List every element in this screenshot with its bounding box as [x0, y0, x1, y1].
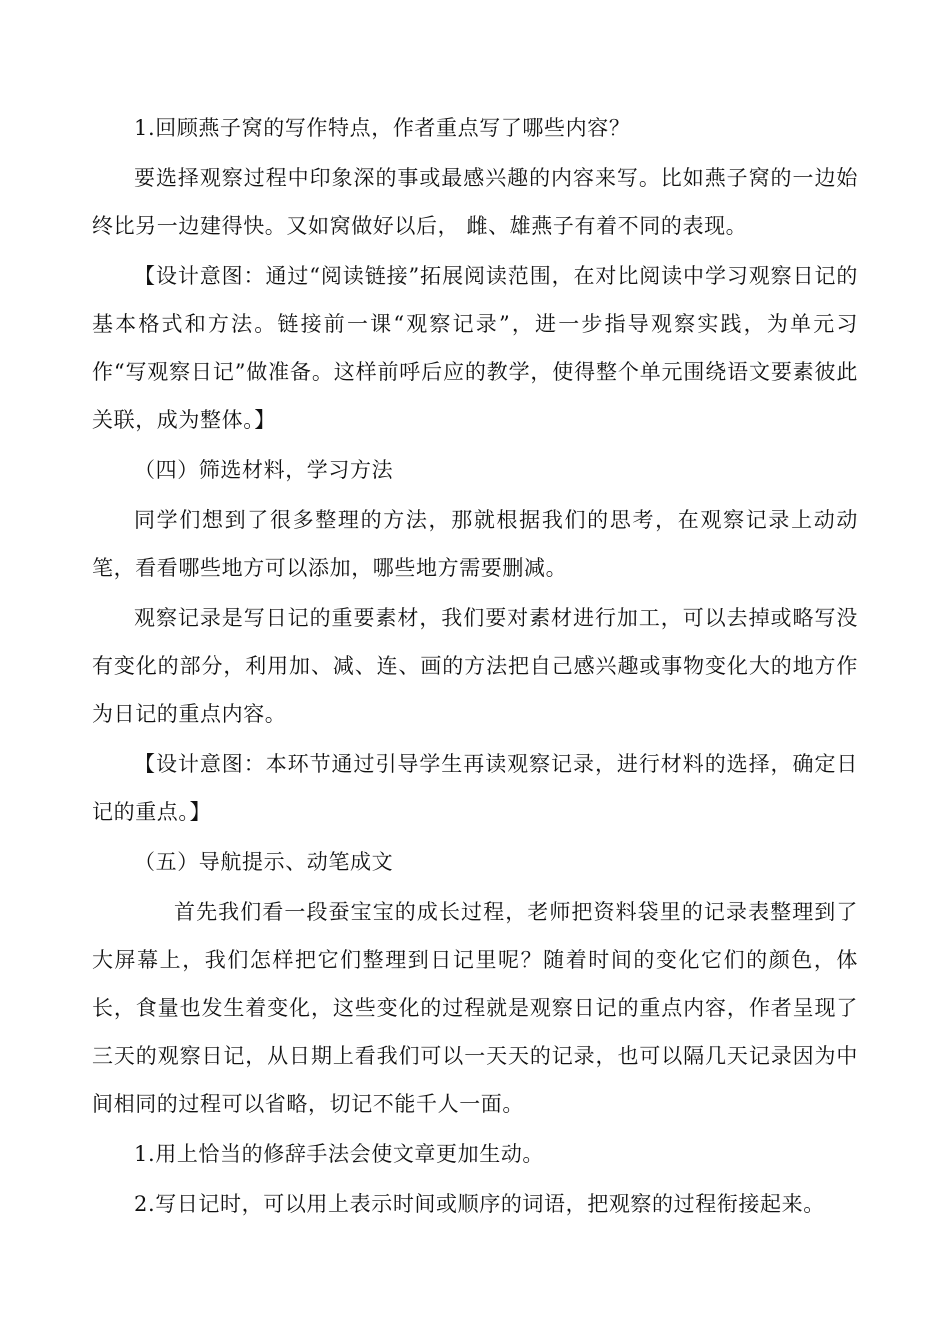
list-item-time-words: 2.写日记时，可以用上表示时间或顺序的词语，把观察的过程衔接起来。 — [134, 1192, 825, 1216]
paragraph-choose-content: 要选择观察过程中印象深的事或最感兴趣的内容来写。比如燕子窝的一边始终比另一边建得快。又如窝做好以后， 雌、雄燕子有着不同的表现。 — [92, 166, 858, 238]
section-heading-4: （四）筛选材料，学习方法 — [134, 458, 394, 482]
section-heading-5: （五）导航提示、动笔成文 — [134, 850, 394, 874]
paragraph-material-processing: 观察记录是写日记的重要素材，我们要对素材进行加工，可以去掉或略写没有变化的部分，利用加、减、连、画的方法把自己感兴趣或事物变化大的地方作为日记的重点内容。 — [92, 606, 858, 726]
paragraph-design-intent-1: 【设计意图：通过“阅读链接”拓展阅读范围，在对比阅读中学习观察日记的基本格式和方法。链接前一课“观察记录”，进一步指导观察实践，为单元习作“写观察日记”做准备。这样前呼后应的教学，使得整个单元围绕语文要素彼此关联，成为整体。】 — [92, 264, 858, 432]
list-item-rhetoric: 1.用上恰当的修辞手法会使文章更加生动。 — [134, 1142, 545, 1166]
paragraph-design-intent-2: 【设计意图：本环节通过引导学生再读观察记录，进行材料的选择，确定日记的重点。】 — [92, 752, 858, 824]
paragraph-organize-methods: 同学们想到了很多整理的方法，那就根据我们的思考，在观察记录上动动笔，看看哪些地方可以添加，哪些地方需要删减。 — [92, 508, 858, 580]
paragraph-review-question: 1.回顾燕子窝的写作特点，作者重点写了哪些内容？ — [134, 116, 631, 140]
paragraph-silkworm-example: 首先我们看一段蚕宝宝的成长过程，老师把资料袋里的记录表整理到了大屏幕上，我们怎样把它们整理到日记里呢？随着时间的变化它们的颜色，体长，食量也发生着变化，这些变化的过程就是观察日记的重点内容，作者呈现了三天的观察日记，从日期上看我们可以一天天的记录，也可以隔几天记录因为中间相同的过程可以省略，切记不能千人一面。 — [92, 900, 858, 1116]
document-body — [92, 104, 858, 1228]
